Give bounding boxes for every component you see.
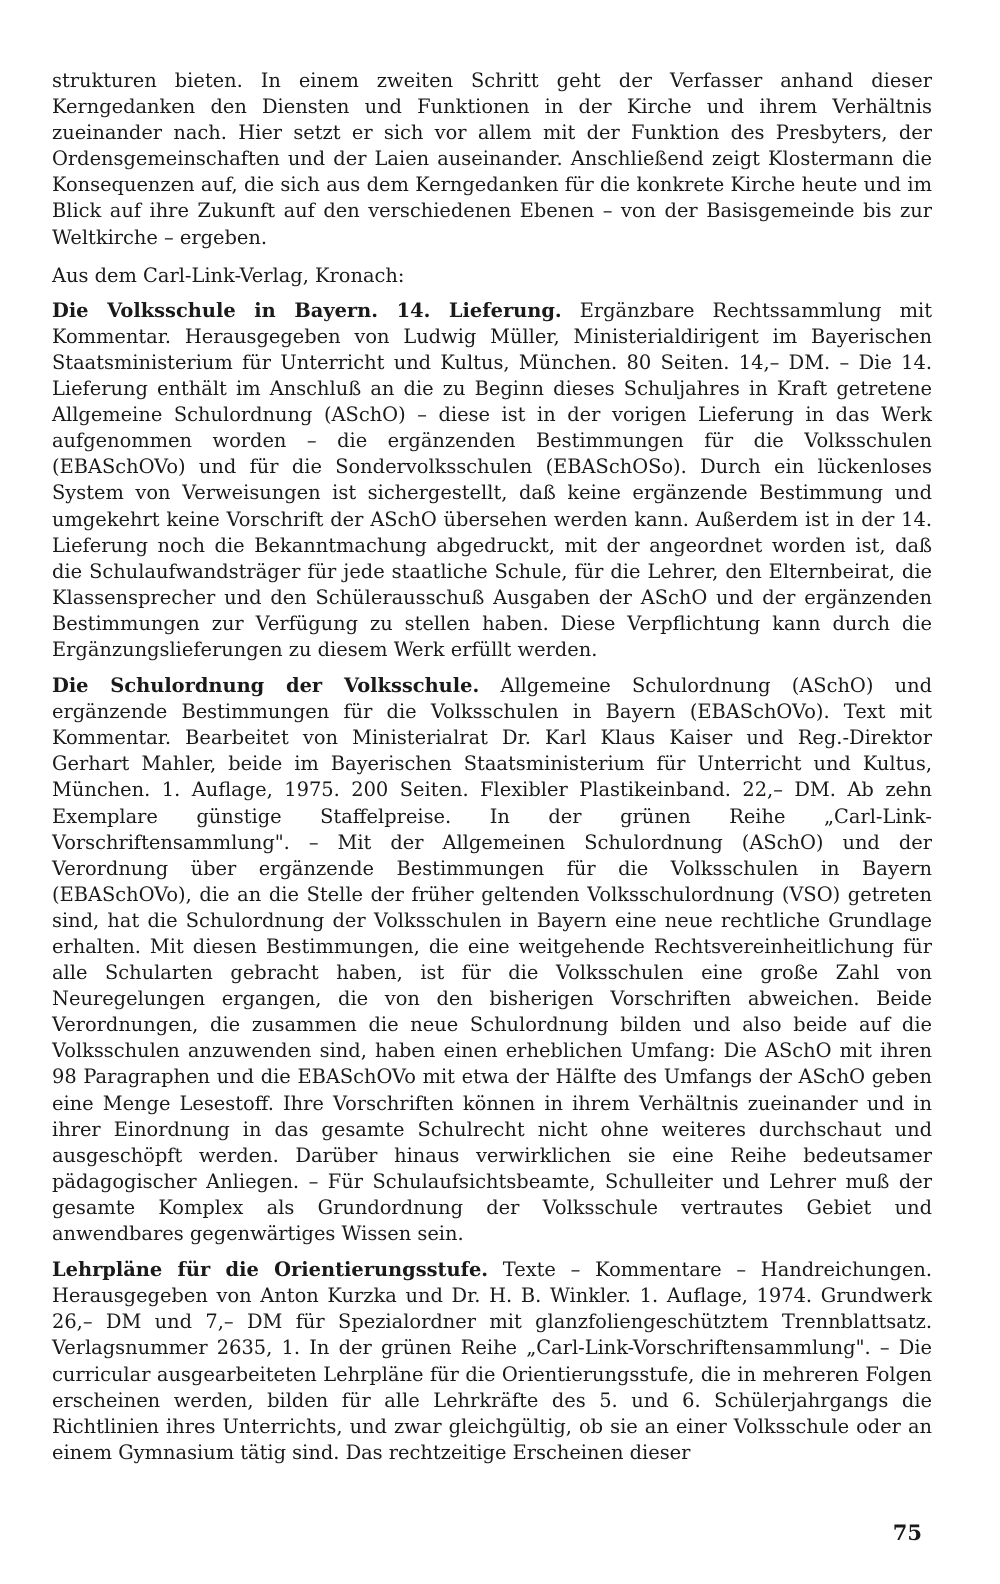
entry-body: Texte – Kommentare – Handreichungen. Herausgegeben von Anton Kurzka und Dr. H. B. Winkler. 1. Auflage, 1974. Grundwerk 26,– DM und 7,– DM für Spezialordner mit glanzfoliengeschütztem Trennblattsatz. Verlagsnummer 2635, 1. In der grünen Reihe „Carl-Link-Vorschriftensammlung". – Die curricular ausgearbeiteten Lehrpläne für die Orientierungsstufe, die in mehreren Folgen erscheinen werden, bilden für alle Lehrkräfte des 5. und 6. Schülerjahrgangs die Richtlinien ihres Unterrichts, und zwar gleichgültig, ob sie an einer Volksschule oder an einem Gymnasium tätig sind. Das rechtzeitige Erscheinen dieser xyxy=(52,1258,932,1464)
publisher-heading: Aus dem Carl-Link-Verlag, Kronach: xyxy=(52,263,405,287)
entry-volksschule-bayern xyxy=(52,298,932,663)
entry-title: Lehrpläne für die Orientierungsstufe. xyxy=(52,1258,489,1282)
entry-lehrplaene-orientierungsstufe xyxy=(52,1257,932,1466)
intro-paragraph: strukturen bieten. In einem zweiten Schritt geht der Verfasser anhand dieser Kerngedanken den Diensten und Funktionen in der Kirche und ihrem Verhältnis zueinander nach. Hier setzt er sich vor allem mit der Funktion des Presbyters, der Ordensgemeinschaften und der Laien auseinander. Anschließend zeigt Klostermann die Konsequenzen auf, die sich aus dem Kerngedanken für die konkrete Kirche heute und im Blick auf ihre Zukunft auf den verschiedenen Ebenen – von der Basisgemeinde bis zur Weltkirche – ergeben. xyxy=(52,69,932,249)
entry-title: Die Volksschule in Bayern. 14. Lieferung. xyxy=(52,298,562,322)
entry-schulordnung-volksschule xyxy=(52,673,932,1247)
entry-body: Allgemeine Schulordnung (ASchO) und ergänzende Bestimmungen für die Volksschulen in Bayern (EBASchOVo). Text mit Kommentar. Bearbeitet von Ministerialrat Dr. Karl Klaus Kaiser und Reg.-Direktor Gerhart Mahler, beide im Bayerischen Staatsministerium für Unterricht und Kultus, München. 1. Auflage, 1975. 200 Seiten. Flexibler Plastikeinband. 22,– DM. Ab zehn Exemplare günstige Staffelpreise. In der grünen Reihe „Carl-Link-Vorschriftensammlung". – Mit der Allgemeinen Schulordnung (ASchO) und der Verordnung über ergänzende Bestimmungen für die Volksschulen in Bayern (EBASchOVo), die an die Stelle der früher geltenden Volksschulordnung (VSO) getreten sind, hat die Schulordnung der Volksschulen in Bayern eine neue rechtliche Grundlage erhalten. Mit diesen Bestimmungen, die eine weitgehende Rechtsvereinheitlichung für alle Schularten gebracht haben, ist für die Volksschulen eine große Zahl von Neuregelungen ergangen, die von den bisherigen Vorschriften abweichen. Beide Verordnungen, die zusammen die neue Schulordnung bilden und also beide auf die Volksschulen anzuwenden sind, haben einen erheblichen Umfang: Die ASchO mit ihren 98 Paragraphen und die EBASchOVo mit etwa der Hälfte des Umfangs der ASchO geben eine Menge Lesestoff. Ihre Vorschriften können in ihrem Verhältnis zueinander und in ihrer Einordnung in das gesamte Schulrecht nicht ohne weiteres durchschaut und ausgeschöpft werden. Darüber hinaus verwirklichen sie eine Reihe bedeutsamer pädagogischer Anliegen. – Für Schulaufsichtsbeamte, Schulleiter und Lehrer muß der gesamte Komplex als Grundordnung der Volksschule vertrautes Gebiet und anwendbares gegenwärtiges Wissen sein. xyxy=(52,674,932,1246)
page-number: 75 xyxy=(892,1520,922,1545)
entry-title: Die Schulordnung der Volksschule. xyxy=(52,674,480,698)
entry-body: Ergänzbare Rechtssammlung mit Kommentar. Herausgegeben von Ludwig Müller, Ministerialdirigent im Bayerischen Staatsministerium für Unterricht und Kultus, München. 80 Seiten. 14,– DM. – Die 14. Lieferung enthält im Anschluß an die zu Beginn dieses Schuljahres in Kraft getretene Allgemeine Schulordnung (ASchO) – diese ist in der vorigen Lieferung in das Werk aufgenommen worden – die ergänzenden Bestimmungen für die Volksschulen (EBASchOVo) und für die Sondervolksschulen (EBASchOSo). Durch ein lückenloses System von Verweisungen ist sichergestellt, daß keine ergänzende Bestimmung und umgekehrt keine Vorschrift der ASchO übersehen werden kann. Außerdem ist in der 14. Lieferung noch die Bekanntmachung abgedruckt, mit der angeordnet worden ist, daß die Schulaufwandsträger für jede staatliche Schule, für die Lehrer, den Elternbeirat, die Klassensprecher und den Schülerausschuß Ausgaben der ASchO und der ergänzenden Bestimmungen zur Verfügung zu stellen haben. Diese Verpflichtung kann durch die Ergänzungslieferungen zu diesem Werk erfüllt werden. xyxy=(52,298,932,661)
document-page xyxy=(52,68,932,1466)
